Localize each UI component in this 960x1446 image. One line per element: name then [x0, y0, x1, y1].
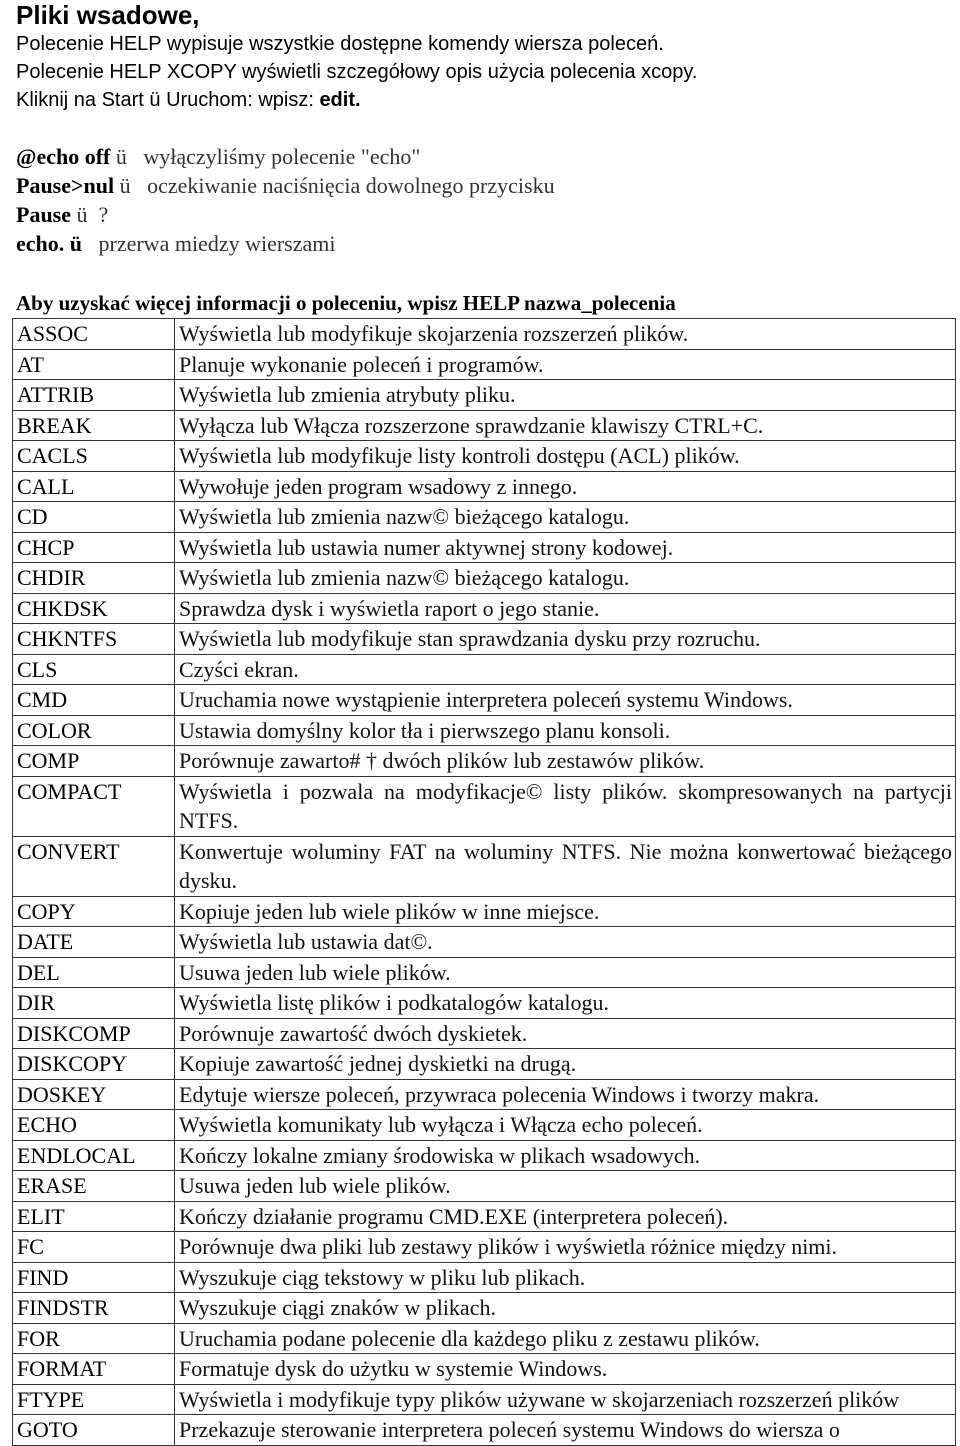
intro-line: Polecenie HELP XCOPY wyświetli szczegółowy opis użycia polecenia xcopy.	[16, 61, 698, 83]
command-name: AT	[13, 349, 175, 380]
command-name: COMP	[13, 746, 175, 777]
command-description: Wywołuje jeden program wsadowy z innego.	[175, 471, 956, 502]
command-description: Edytuje wiersze poleceń, przywraca polecenia Windows i tworzy makra.	[175, 1079, 956, 1110]
command-name: CHDIR	[13, 563, 175, 594]
command-name: ENDLOCAL	[13, 1140, 175, 1171]
example-line	[16, 171, 956, 200]
command-name: ERASE	[13, 1171, 175, 1202]
command-name: COLOR	[13, 715, 175, 746]
table-row	[13, 1049, 956, 1080]
table-heading: Aby uzyskać więcej informacji o poleceniu, wpisz HELP nazwa_polecenia	[16, 291, 676, 315]
commands-table	[12, 318, 956, 1446]
spacer	[16, 258, 956, 276]
table-row	[13, 836, 956, 896]
intro-line-text: Kliknij na Start ü Uruchom: wpisz:	[16, 89, 320, 111]
command-name: DATE	[13, 927, 175, 958]
table-row	[13, 715, 956, 746]
command-description: Wyświetla lub zmienia atrybuty pliku.	[175, 380, 956, 411]
command-description: Formatuje dysk do użytku w systemie Windows.	[175, 1354, 956, 1385]
command-name: COPY	[13, 896, 175, 927]
command-name: ATTRIB	[13, 380, 175, 411]
page-title: Pliki wsadowe,	[16, 0, 200, 30]
command-description: Usuwa jeden lub wiele plików.	[175, 957, 956, 988]
example-separator: ü	[114, 173, 148, 198]
command-name: CLS	[13, 654, 175, 685]
command-name: GOTO	[13, 1415, 175, 1446]
example-command: Pause>nul	[16, 173, 115, 198]
example-separator: ü	[110, 144, 144, 169]
command-description: Porównuje zawarto# † dwóch plików lub zestawów plików.	[175, 746, 956, 777]
command-name: CALL	[13, 471, 175, 502]
command-name: FINDSTR	[13, 1293, 175, 1324]
table-row	[13, 1384, 956, 1415]
command-name: FC	[13, 1232, 175, 1263]
command-name: ASSOC	[13, 319, 175, 350]
command-name: CHKDSK	[13, 593, 175, 624]
table-row	[13, 471, 956, 502]
command-description: Wyświetla lub modyfikuje listy kontroli dostępu (ACL) plików.	[175, 441, 956, 472]
command-name: DOSKEY	[13, 1079, 175, 1110]
example-command: @echo off	[16, 144, 111, 169]
table-row	[13, 1018, 956, 1049]
command-description: Wyświetla i modyfikuje typy plików używane w skojarzeniach rozszerzeń plików	[175, 1384, 956, 1415]
table-row	[13, 624, 956, 655]
intro-block	[16, 30, 956, 114]
command-description: Kończy lokalne zmiany środowiska w plikach wsadowych.	[175, 1140, 956, 1171]
command-description: Wyłącza lub Włącza rozszerzone sprawdzanie klawiszy CTRL+C.	[175, 410, 956, 441]
table-row	[13, 927, 956, 958]
table-row	[13, 1232, 956, 1263]
table-row	[13, 502, 956, 533]
table-row	[13, 1323, 956, 1354]
example-command: echo. ü	[16, 231, 82, 256]
command-name: FTYPE	[13, 1384, 175, 1415]
table-row	[13, 1171, 956, 1202]
table-row	[13, 410, 956, 441]
table-row	[13, 1110, 956, 1141]
command-name: CONVERT	[13, 836, 175, 896]
intro-edit-keyword: edit.	[319, 89, 361, 111]
document	[16, 0, 956, 1446]
command-description: Uruchamia podane polecenie dla każdego pliku z zestawu plików.	[175, 1323, 956, 1354]
table-row	[13, 1415, 956, 1446]
table-row	[13, 349, 956, 380]
table-row	[13, 1140, 956, 1171]
example-line	[16, 142, 956, 171]
command-description: Kopiuje jeden lub wiele plików w inne miejsce.	[175, 896, 956, 927]
table-row	[13, 988, 956, 1019]
table-row	[13, 380, 956, 411]
example-separator: ü	[71, 202, 99, 227]
command-description: Wyszukuje ciągi znaków w plikach.	[175, 1293, 956, 1324]
table-row	[13, 1079, 956, 1110]
command-description: Wyświetla lub modyfikuje skojarzenia rozszerzeń plików.	[175, 319, 956, 350]
command-name: ECHO	[13, 1110, 175, 1141]
example-command: Pause	[16, 202, 71, 227]
command-name: ELIT	[13, 1201, 175, 1232]
command-name: DISKCOPY	[13, 1049, 175, 1080]
table-row	[13, 1293, 956, 1324]
command-description: Wyświetla komunikaty lub wyłącza i Włącza echo poleceń.	[175, 1110, 956, 1141]
command-name: COMPACT	[13, 776, 175, 836]
table-row	[13, 1201, 956, 1232]
example-line	[16, 229, 956, 258]
example-description: przerwa miedzy wierszami	[98, 231, 336, 256]
command-description: Wyświetla lub modyfikuje stan sprawdzania dysku przy rozruchu.	[175, 624, 956, 655]
command-name: DEL	[13, 957, 175, 988]
command-name: DISKCOMP	[13, 1018, 175, 1049]
command-name: FOR	[13, 1323, 175, 1354]
intro-line: Polecenie HELP wypisuje wszystkie dostępne komendy wiersza poleceń.	[16, 33, 664, 55]
command-description: Uruchamia nowe wystąpienie interpretera poleceń systemu Windows.	[175, 685, 956, 716]
example-separator	[82, 231, 99, 256]
command-description: Wyświetla i pozwala na modyfikacje© listy plików. skompresowanych na partycji NTFS.	[175, 776, 956, 836]
command-description: Czyści ekran.	[175, 654, 956, 685]
spacer	[16, 114, 956, 142]
table-row	[13, 441, 956, 472]
table-row	[13, 896, 956, 927]
command-description: Kończy działanie programu CMD.EXE (interpretera poleceń).	[175, 1201, 956, 1232]
command-name: CHKNTFS	[13, 624, 175, 655]
command-description: Porównuje dwa pliki lub zestawy plików i wyświetla różnice między nimi.	[175, 1232, 956, 1263]
command-description: Wyświetla lub ustawia numer aktywnej strony kodowej.	[175, 532, 956, 563]
command-description: Wyświetla lub ustawia dat©.	[175, 927, 956, 958]
table-row	[13, 593, 956, 624]
command-name: CD	[13, 502, 175, 533]
table-row	[13, 319, 956, 350]
table-row	[13, 1354, 956, 1385]
table-row	[13, 532, 956, 563]
table-row	[13, 776, 956, 836]
command-description: Planuje wykonanie poleceń i programów.	[175, 349, 956, 380]
commands-table-body	[13, 319, 956, 1446]
table-row	[13, 685, 956, 716]
command-name: BREAK	[13, 410, 175, 441]
command-name: CACLS	[13, 441, 175, 472]
command-description: Przekazuje sterowanie interpretera poleceń systemu Windows do wiersza o	[175, 1415, 956, 1446]
table-row	[13, 1262, 956, 1293]
command-description: Wyświetla listę plików i podkatalogów katalogu.	[175, 988, 956, 1019]
table-row	[13, 563, 956, 594]
table-row	[13, 957, 956, 988]
command-description: Kopiuje zawartość jednej dyskietki na drugą.	[175, 1049, 956, 1080]
command-description: Konwertuje woluminy FAT na woluminy NTFS. Nie można konwertować bieżącego dysku.	[175, 836, 956, 896]
example-description: ?	[98, 202, 109, 227]
table-row	[13, 654, 956, 685]
example-description: oczekiwanie naciśnięcia dowolnego przycisku	[147, 173, 555, 198]
command-description: Porównuje zawartość dwóch dyskietek.	[175, 1018, 956, 1049]
intro-line	[16, 86, 956, 114]
command-description: Wyświetla lub zmienia nazw© bieżącego katalogu.	[175, 563, 956, 594]
example-line	[16, 200, 956, 229]
table-row	[13, 746, 956, 777]
command-name: FIND	[13, 1262, 175, 1293]
command-description: Sprawdza dysk i wyświetla raport o jego stanie.	[175, 593, 956, 624]
examples-block	[16, 142, 956, 258]
command-description: Wyświetla lub zmienia nazw© bieżącego katalogu.	[175, 502, 956, 533]
command-description: Ustawia domyślny kolor tła i pierwszego planu konsoli.	[175, 715, 956, 746]
command-name: CMD	[13, 685, 175, 716]
command-name: CHCP	[13, 532, 175, 563]
command-name: FORMAT	[13, 1354, 175, 1385]
example-description: wyłączyliśmy polecenie "echo"	[143, 144, 421, 169]
command-name: DIR	[13, 988, 175, 1019]
command-description: Wyszukuje ciąg tekstowy w pliku lub plikach.	[175, 1262, 956, 1293]
command-description: Usuwa jeden lub wiele plików.	[175, 1171, 956, 1202]
